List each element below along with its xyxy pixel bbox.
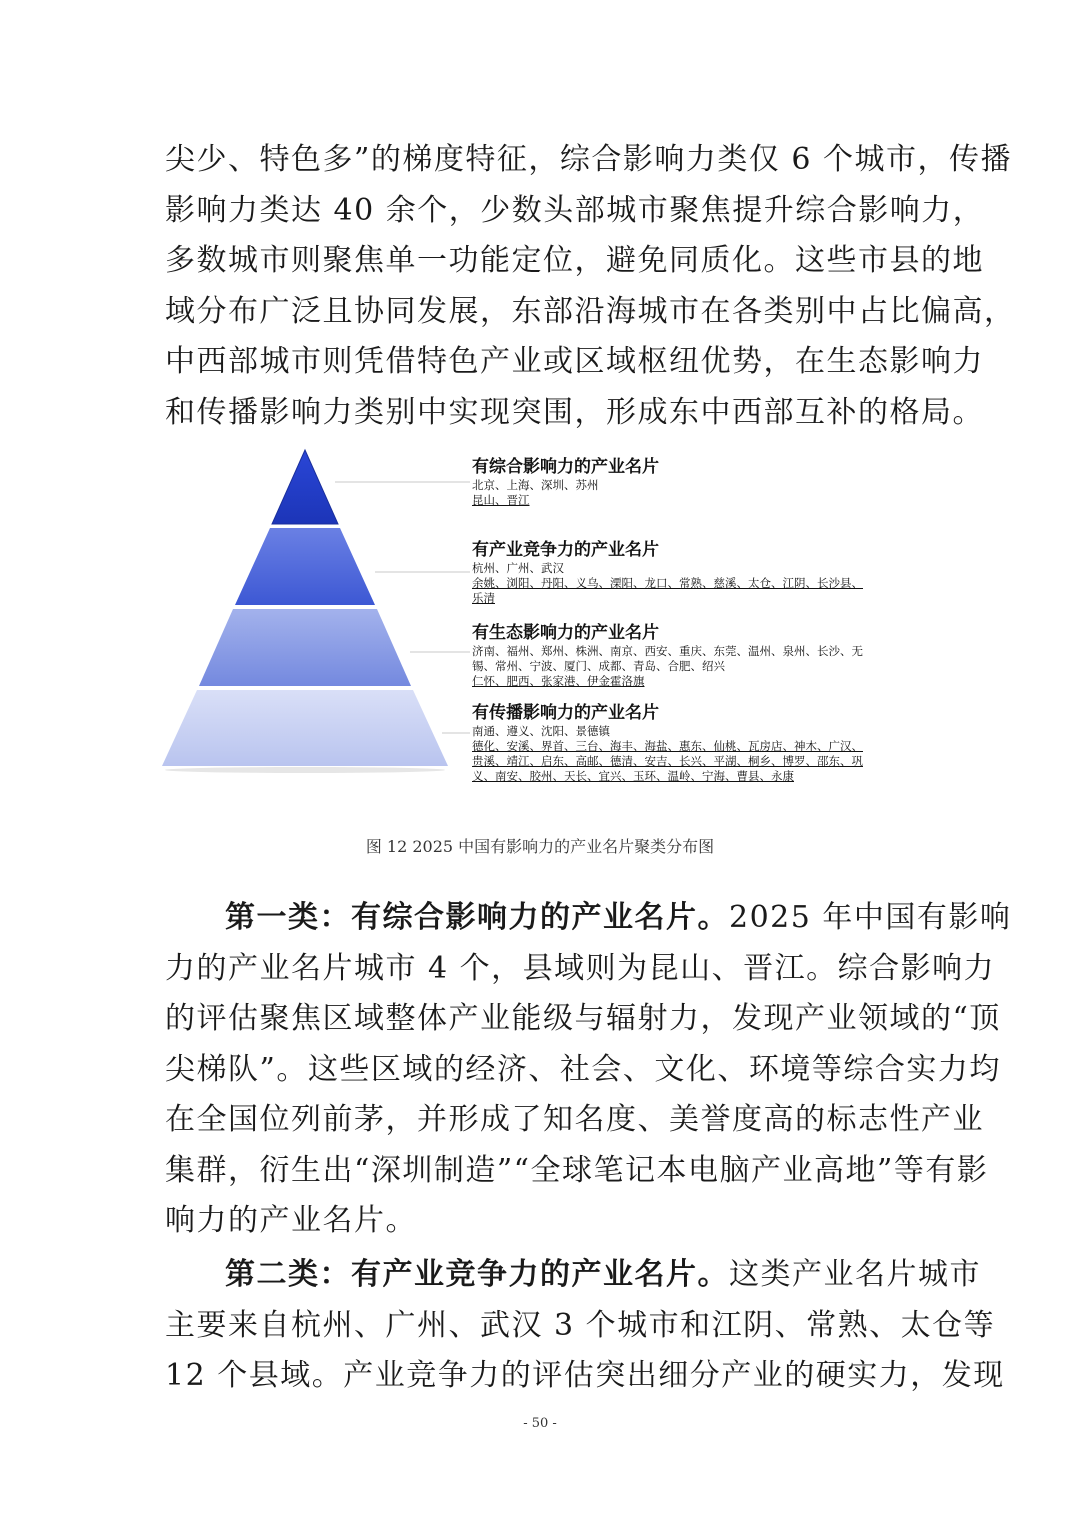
section-2-paragraph bbox=[165, 1250, 1005, 1402]
section-text: 12 个县域。产业竞争力的评估突出细分产业的硬实力，发现 bbox=[165, 1358, 1005, 1393]
section-heading: 第一类：有综合影响力的产业名片。 bbox=[225, 900, 729, 935]
text-line: 多数城市则聚焦单一功能定位，避免同质化。这些市县的地 bbox=[165, 243, 984, 278]
text-line bbox=[165, 994, 1001, 1045]
text-line bbox=[165, 1196, 925, 1247]
county-list-line: 贵溪、靖江、启东、高邮、德清、安吉、长兴、平湖、桐乡、博罗、邵东、巩 bbox=[472, 754, 863, 768]
city-list-line: 北京、上海、深圳、苏州 bbox=[472, 478, 599, 492]
section-1-paragraph bbox=[165, 893, 1012, 1247]
text-line bbox=[165, 1045, 1001, 1096]
county-list-line: 昆山、晋江 bbox=[472, 493, 530, 507]
tier-title: 有传播影响力的产业名片 bbox=[472, 703, 659, 723]
section-text: 主要来自杭州、广州、武汉 3 个城市和江阴、常熟、太仓等 bbox=[165, 1307, 996, 1343]
city-list-line: 杭州、广州、武汉 bbox=[472, 561, 564, 575]
pyramid-tier-2 bbox=[235, 528, 375, 605]
section-text: 响力的产业名片。 bbox=[165, 1203, 417, 1238]
text-line bbox=[165, 944, 996, 995]
county-list-line: 仁怀、肥西、张家港、伊金霍洛旗 bbox=[472, 674, 645, 688]
county-list-line: 乐清 bbox=[472, 591, 495, 605]
tier-title: 有生态影响力的产业名片 bbox=[472, 623, 659, 643]
text-line: 影响力类达 40 余个，少数头部城市聚焦提升综合影响力， bbox=[165, 192, 985, 228]
intro-paragraph bbox=[165, 135, 1016, 438]
section-text: 这类产业名片城市 bbox=[729, 1257, 981, 1292]
section-text: 集群，衍生出“深圳制造”“全球笔记本电脑产业高地”等有影 bbox=[165, 1152, 989, 1188]
tier-title: 有综合影响力的产业名片 bbox=[472, 457, 659, 477]
pyramid-tier-4 bbox=[162, 690, 448, 766]
section-text: 的评估聚焦区域整体产业能级与辐射力，发现产业领域的“顶 bbox=[165, 1001, 1001, 1036]
section-text: 在全国位列前茅，并形成了知名度、美誉度高的标志性产业 bbox=[165, 1102, 984, 1137]
section-text: 力的产业名片城市 4 个，县域则为昆山、晋江。综合影响力 bbox=[165, 950, 996, 986]
tier-legend-ecology bbox=[472, 622, 912, 689]
text-line: 域分布广泛且协同发展，东部沿海城市在各类别中占比偏高， bbox=[165, 293, 1016, 329]
pyramid-figure bbox=[0, 440, 1080, 800]
section-heading: 第二类：有产业竞争力的产业名片。 bbox=[225, 1257, 729, 1292]
text-line: 和传播影响力类别中实现突围，形成东中西部互补的格局。 bbox=[165, 394, 984, 430]
pyramid-tier-3 bbox=[199, 609, 411, 686]
tier-legend-communication bbox=[472, 702, 912, 784]
text-line bbox=[165, 1351, 1005, 1402]
tier-legend-competitiveness bbox=[472, 539, 912, 606]
page-number: - 50 - bbox=[523, 1416, 557, 1431]
text-line bbox=[165, 1301, 996, 1352]
county-list-line: 义、南安、胶州、天长、宜兴、玉环、温岭、宁海、曹县、永康 bbox=[472, 769, 794, 783]
pyramid-shadow bbox=[165, 767, 445, 773]
pyramid-tier-1 bbox=[272, 450, 338, 524]
section-text: 2025 年中国有影响 bbox=[729, 900, 1012, 935]
text-line bbox=[165, 1250, 981, 1301]
text-line bbox=[165, 1095, 984, 1146]
city-list-line: 济南、福州、郑州、株洲、南京、西安、重庆、东莞、温州、泉州、长沙、无 bbox=[472, 644, 863, 658]
tier-legend-comprehensive bbox=[472, 456, 912, 508]
tier-title: 有产业竞争力的产业名片 bbox=[472, 540, 659, 560]
text-line bbox=[165, 1146, 989, 1197]
city-list-line: 锡、常州、宁波、厦门、成都、青岛、合肥、绍兴 bbox=[472, 659, 725, 673]
text-line bbox=[165, 893, 1012, 944]
county-list-line: 余姚、浏阳、丹阳、义乌、溧阳、龙口、常熟、慈溪、太仓、江阴、长沙县、 bbox=[472, 576, 863, 590]
city-list-line: 南通、遵义、沈阳、景德镇 bbox=[472, 724, 610, 738]
section-text: 尖梯队”。这些区域的经济、社会、文化、环境等综合实力均 bbox=[165, 1051, 1001, 1087]
county-list-line: 德化、安溪、界首、三台、海丰、海盐、惠东、仙桃、瓦房店、神木、广汉、 bbox=[472, 739, 863, 753]
text-line: 中西部城市则凭借特色产业或区域枢纽优势，在生态影响力 bbox=[165, 344, 984, 379]
figure-caption: 图 12 2025 中国有影响力的产业名片聚类分布图 bbox=[365, 837, 715, 856]
text-line: 尖少、特色多”的梯度特征，综合影响力类仅 6 个城市，传播 bbox=[165, 142, 1012, 177]
